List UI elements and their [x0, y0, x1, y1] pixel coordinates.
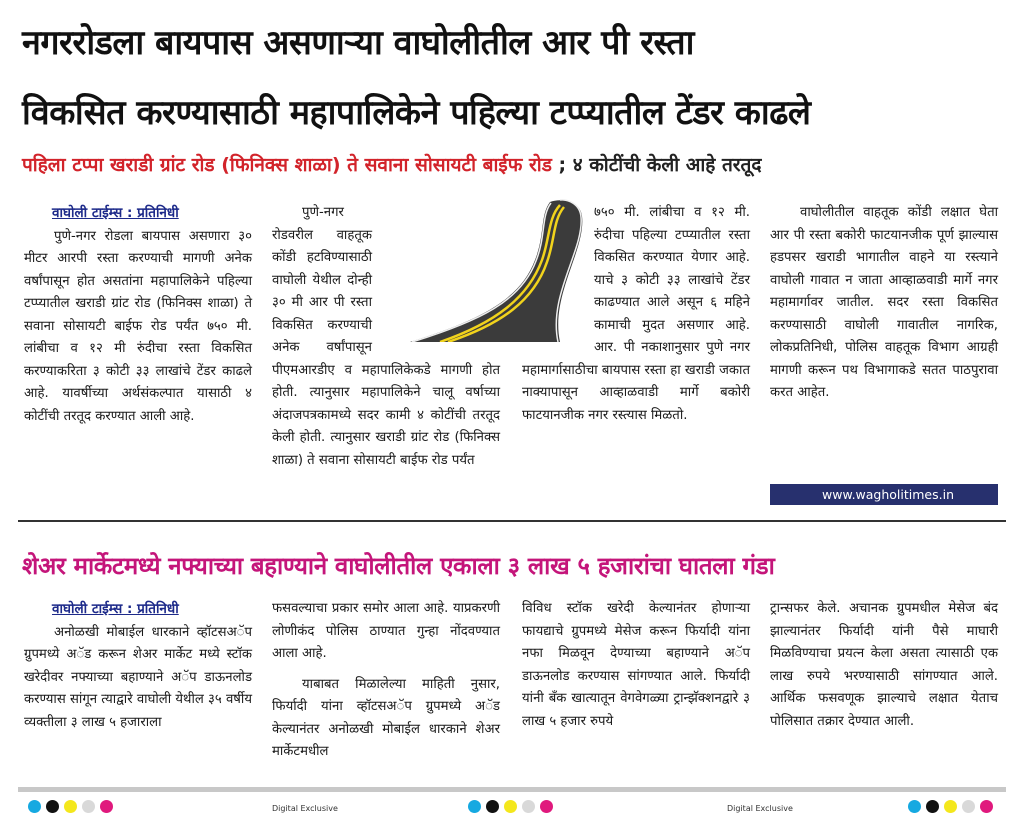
registration-dot — [486, 800, 499, 813]
story1-col3-text: ७५० मी. लांबीचा व १२ मी. रुंदीचा पहिल्या टप्प्यातील रस्ता विकसित करण्यात येणार आहे. याचे ३ कोटी ३३ लाखांचे टेंडर काढण्यात आले असून ६ महिने कामाची मुदत असणार आहे. आर. पी नकाशानुसार पुणे नगर महामार्गासाठीचा बायपास रस्ता हा खराडी जकात नाक्यापासून आव्हाळवाडी मार्गे बकोरी फाटयानजीक नगर रस्त्यास मिळतो. — [522, 205, 750, 423]
story1-byline: वाघोली टाईम्स : प्रतिनिधी — [52, 205, 179, 221]
footer-label-right: Digital Exclusive — [727, 804, 793, 813]
story2-column-2 — [272, 598, 500, 764]
footer-label-left: Digital Exclusive — [272, 804, 338, 813]
footer-bar — [18, 787, 1006, 792]
website-url[interactable]: www.wagholitimes.in — [822, 487, 954, 502]
main-headline-line-2: विकसित करण्यासाठी महापालिकेने पहिल्या टप्प्यातील टेंडर काढले — [22, 93, 811, 133]
registration-dot — [522, 800, 535, 813]
registration-marks-right — [908, 800, 993, 813]
registration-dot — [82, 800, 95, 813]
registration-dot — [504, 800, 517, 813]
story1-column-4 — [770, 202, 998, 405]
story2-col1-text: अनोळखी मोबाईल धारकाने व्हॉटसअॅप ग्रुपमध्ये अॅड करून शेअर मार्केट मध्ये स्टॉक खरेदीवर नफ्याच्या बहाण्याने अॅप डाऊनलोड करण्यास सांगून त्याद्वारे वाघोली येथील ३५ वर्षीय व्यक्तीला ३ लाख ५ हजाराला — [24, 624, 252, 730]
story2-col2a-text: फसवल्याचा प्रकार समोर आला आहे. याप्रकरणी लोणीकंद पोलिस ठाण्यात गुन्हा नोंदवण्यात आला आहे. — [272, 601, 500, 661]
registration-dot — [64, 800, 77, 813]
story1-column-3 — [522, 202, 750, 427]
website-banner[interactable] — [770, 484, 998, 505]
registration-dot — [926, 800, 939, 813]
registration-dot — [944, 800, 957, 813]
registration-dot — [100, 800, 113, 813]
story2-column-4 — [770, 598, 998, 733]
subheadline-black: ; ४ कोटींची केली आहे तरतूद — [551, 154, 762, 176]
story1-col4-text: वाघोलीतील वाहतूक कोंडी लक्षात घेता आर पी रस्ता बकोरी फाटयानजीक पूर्ण झाल्यास हडपसर खराडी भागातील वाहने या रस्त्याने वाघोली गावात न जाता आव्हाळवाडी मार्गे नगर महामार्गावर जातील. सदर रस्ता विकसित करण्यासाठी वाघोली गावातील नागरिक, लोकप्रतिनिधी, पोलिस वाहतूक विभाग आग्रही मागणी करून पथ विभागाकडे सतत पाठपुरावा करत आहेत. — [770, 205, 998, 400]
story2-column-1 — [24, 598, 252, 734]
registration-dot — [980, 800, 993, 813]
story1-col1-text: पुणे-नगर रोडला बायपास असणारा ३० मीटर आरपी रस्ता करण्याची मागणी अनेक वर्षांपासून होत असतांना महापालिकेने पहिल्या टप्प्यातील खराडी ग्रांट रोड (फिनिक्स शाळा) ते सवाना सोसायटी बाईफ रोड पर्यंत ७५० मी. लांबीचा व १२ मी रुंदीचा रस्ता विकसित करण्याकरिता ३ कोटी ३३ लाखांचे टेंडर काढले आहे. यावर्षीच्या अर्थसंकल्पात यासाठी ४ कोटींची तरतूद करण्यात आली आहे. — [24, 228, 252, 424]
subheadline-red: पहिला टप्पा खराडी ग्रांट रोड (फिनिक्स शाळा) ते सवाना सोसायटी बाईफ रोड — [22, 154, 552, 176]
story2-byline: वाघोली टाईम्स : प्रतिनिधी — [52, 601, 179, 617]
registration-dot — [908, 800, 921, 813]
section-divider — [18, 520, 1006, 522]
story2-col4-text: ट्रान्सफर केले. अचानक ग्रुपमधील मेसेज बंद झाल्यानंतर फिर्यादी यांनी पैसे माघारी मिळविण्याचा प्रयत्न केला असता त्यासाठी एक लाख रुपये भरण्यासाठी सांगण्यात आले. आर्थिक फसवणूक झाल्याचे लक्षात येताच पोलिसात तक्रार देण्यात आली. — [770, 601, 998, 729]
story1-col2-text: पुणे-नगर रोडवरील वाहतूक कोंडी हटविण्यासाठी वाघोली येथील दोन्ही ३० मी आर पी रस्ता विकसित करण्याची अनेक वर्षांपासून पीएमआरडीए व महापालिकेकडे मागणी होत होती. त्यानुसार महापालिकेने चालू वर्षाच्या अंदाजपत्रकामध्ये सदर कामी ४ कोटींची तरतूद केली होती. त्यानुसार खराडी ग्रांट रोड (फिनिक्स शाळा) ते सवाना सोसायटी बाईफ रोड पर्यंत — [272, 205, 500, 468]
story1-column-1 — [24, 202, 252, 428]
registration-dot — [962, 800, 975, 813]
main-headline-line-1: नगररोडला बायपास असणाऱ्या वाघोलीतील आर पी रस्ता — [22, 23, 694, 63]
registration-marks-center — [468, 800, 553, 813]
registration-dot — [28, 800, 41, 813]
registration-dot — [540, 800, 553, 813]
story2-col3-text: विविध स्टॉक खरेदी केल्यानंतर होणाऱ्या फायद्याचे ग्रुपमध्ये मेसेज करून फिर्यादी यांना नफा मिळवून देण्याच्या बहाण्याने अॅप डाऊनलोड करण्यास सांगण्यात आले. फिर्यादी यांनी बँक खात्यातून वेगवेगळ्या ट्रान्झॅक्शनद्वारे ३ लाख ५ हजार रुपये — [522, 601, 750, 729]
registration-marks-left — [28, 800, 113, 813]
story2-col2b-text: याबाबत मिळालेल्या माहिती नुसार, फिर्यादी यांना व्हॉटसअॅप ग्रुपमध्ये अॅड केल्यानंतर अनोळखी मोबाईल धारकाने शेअर मार्केटमधील — [272, 676, 500, 759]
subheadline — [22, 150, 1012, 180]
registration-dot — [468, 800, 481, 813]
story2-column-3 — [522, 598, 750, 733]
registration-dot — [46, 800, 59, 813]
story2-headline: शेअर मार्केटमध्ये नफ्याच्या बहाण्याने वाघोलीतील एकाला ३ लाख ५ हजारांचा घातला गंडा — [22, 552, 775, 580]
